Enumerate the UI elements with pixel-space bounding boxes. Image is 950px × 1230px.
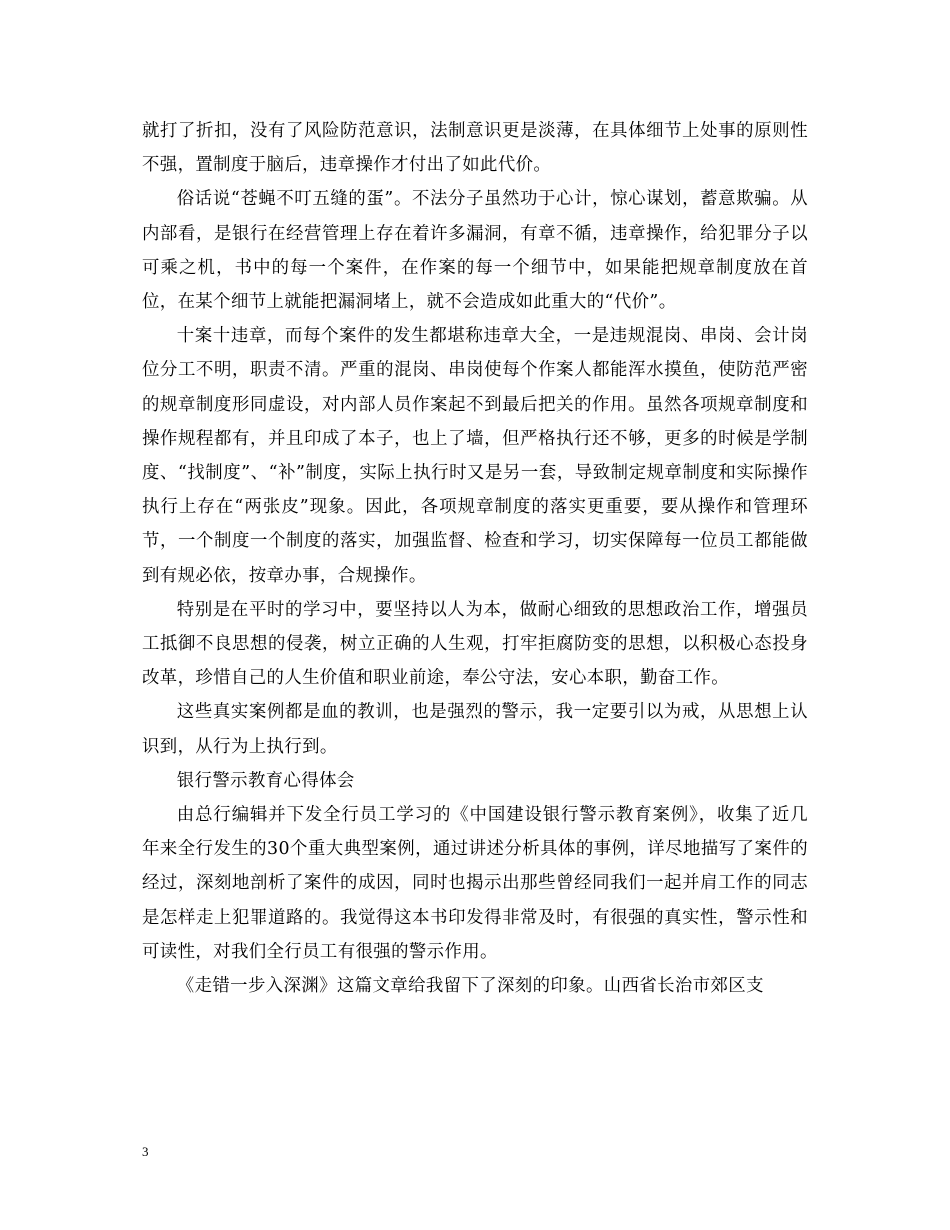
paragraph: 这些真实案例都是血的教训，也是强烈的警示，我一定要引以为戒，从思想上认识到，从行为上执行到。 — [142, 702, 808, 757]
paragraph: 十案十违章，而每个案件的发生都堪称违章大全，一是违规混岗、串岗、会计岗位分工不明，职责不清。严重的混岗、串岗使每个作案人都能浑水摸鱼，使防范严密的规章制度形同虚设，对内部人员作案起不到最后把关的作用。虽然各项规章制度和操作规程都有，并且印成了本子，也上了墙，但严格执行还不够，更多的时候是学制度、“找制度”、“补”制度，实际上执行时又是另一套，导致制定规章制度和实际操作执行上存在“两张皮”现象。因此，各项规章制度的落实更重要，要从操作和管理环节，一个制度一个制度的落实，加强监督、检查和学习，切实保障每一位员工都能做到有规必依，按章办事，合规操作。 — [142, 326, 808, 586]
paragraph: 俗话说“苍蝇不叮五缝的蛋”。不法分子虽然功于心计，惊心谋划，蓄意欺骗。从内部看，是银行在经营管理上存在着许多漏洞，有章不循，违章操作，给犯罪分子以可乘之机，书中的每一个案件，在作案的每一个细节中，如果能把规章制度放在首位，在某个细节上就能把漏洞堵上，就不会造成如此重大的“代价”。 — [142, 189, 808, 313]
paragraph: 特别是在平时的学习中，要坚持以人为本，做耐心细致的思想政治工作，增强员工抵御不良思想的侵袭，树立正确的人生观，打牢拒腐防变的思想，以积极心态投身改革，珍惜自己的人生价值和职业前途，奉公守法，安心本职，勤奋工作。 — [142, 599, 808, 689]
paragraph: 《走错一步入深渊》这篇文章给我留下了深刻的印象。山西省长治市郊区支 — [176, 976, 764, 997]
section-heading: 银行警示教育心得体会 — [176, 770, 355, 791]
paragraph: 就打了折扣，没有了风险防范意识，法制意识更是淡薄，在具体细节上处事的原则性不强，置制度于脑后，违章操作才付出了如此代价。 — [142, 121, 808, 176]
body-text — [142, 114, 808, 1003]
paragraph: 由总行编辑并下发全行员工学习的《中国建设银行警示教育案例》，收集了近几年来全行发生的30个重大典型案例，通过讲述分析具体的事例，详尽地描写了案件的经过，深刻地剖析了案件的成因，同时也揭示出那些曾经同我们一起并肩工作的同志是怎样走上犯罪道路的。我觉得这本书印发得非常及时，有很强的真实性，警示性和可读性，对我们全行员工有很强的警示作用。 — [142, 805, 808, 962]
page-number: 3 — [142, 1144, 149, 1159]
